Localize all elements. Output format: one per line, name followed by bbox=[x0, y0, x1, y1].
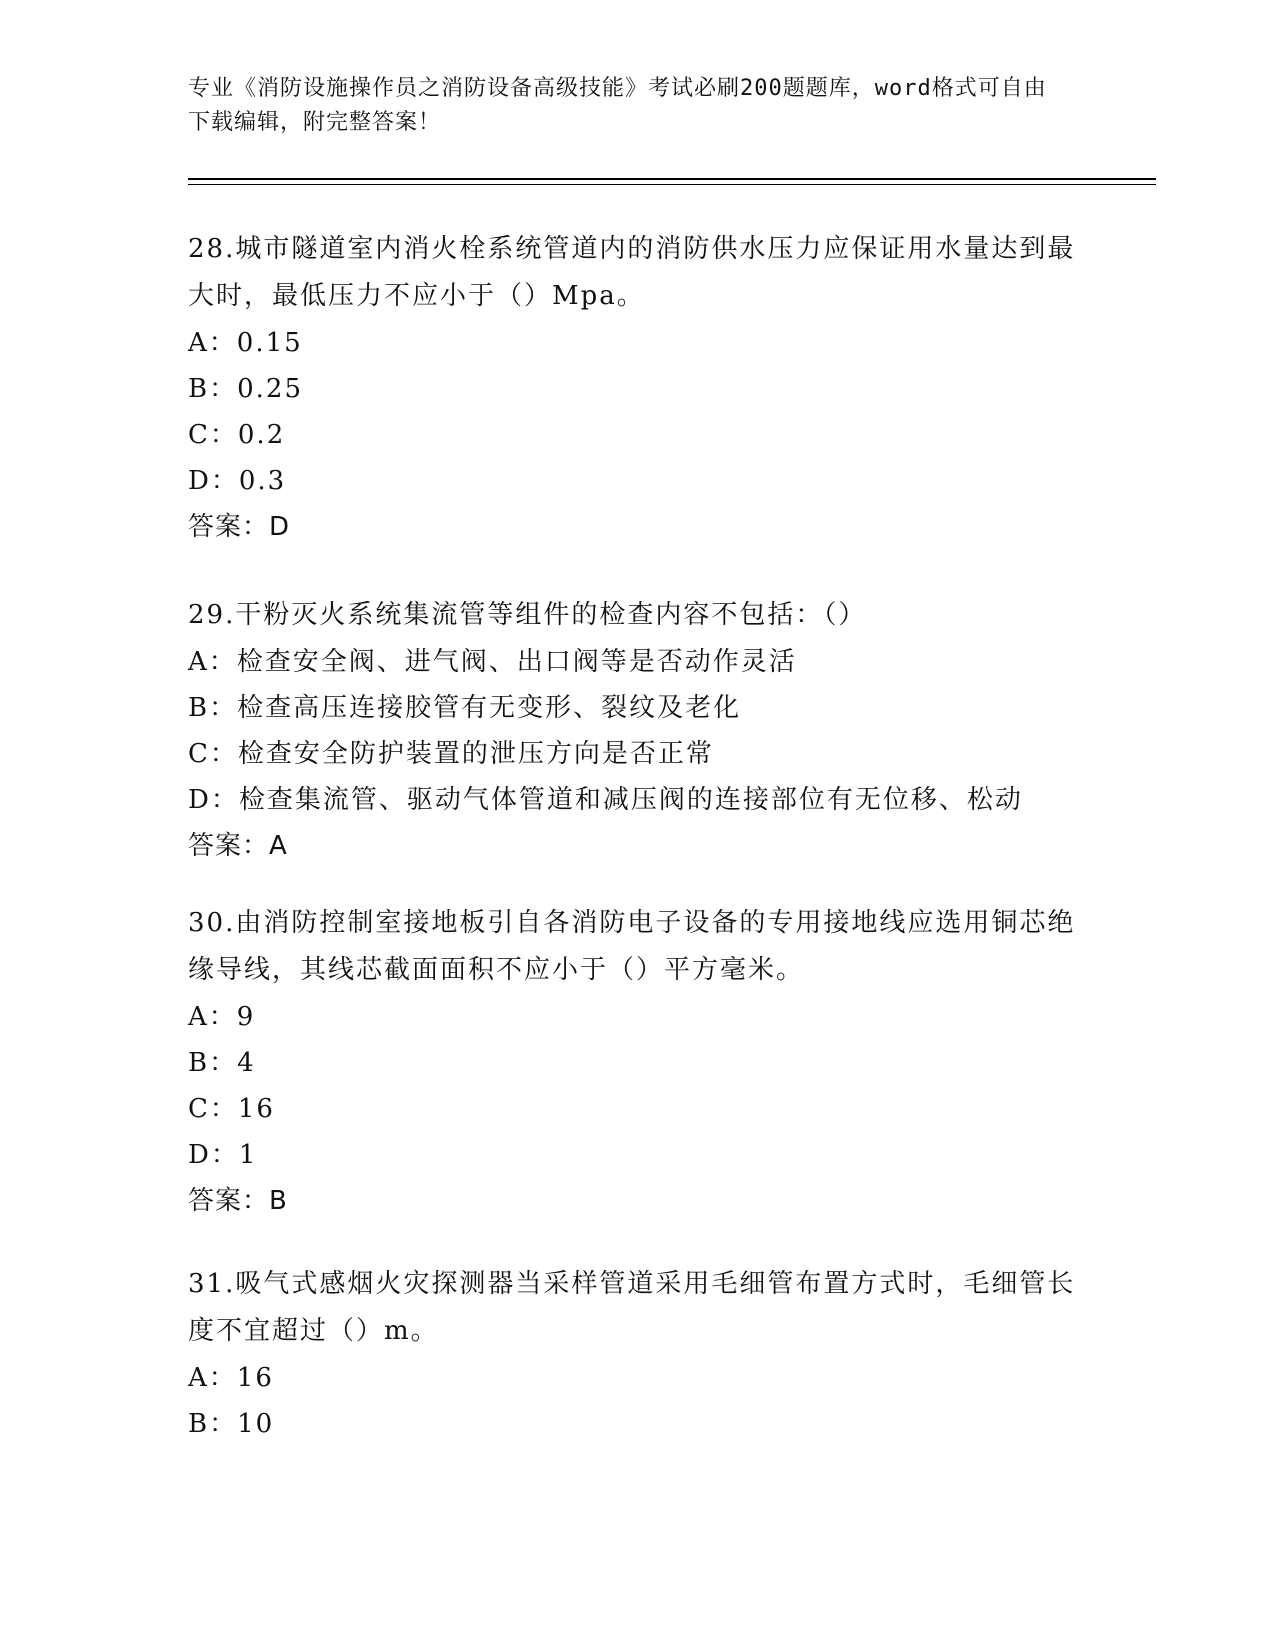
option-c: C：16 bbox=[188, 1094, 275, 1124]
option-d: D：0.3 bbox=[188, 466, 287, 496]
option-a: A：9 bbox=[188, 1002, 256, 1032]
header-divider bbox=[188, 178, 1156, 180]
answer-line: 答案：D bbox=[188, 512, 291, 542]
question-stem: 29.干粉灭火系统集流管等组件的检查内容不包括：（） bbox=[188, 600, 867, 630]
option-d: D：检查集流管、驱动气体管道和减压阀的连接部位有无位移、松动 bbox=[188, 785, 1023, 815]
answer-line: 答案：A bbox=[188, 831, 288, 861]
option-a: A：0.15 bbox=[188, 328, 303, 358]
question-31 bbox=[188, 1261, 1088, 1447]
question-stem: 28.城市隧道室内消火栓系统管道内的消防供水压力应保证用水量达到最大时，最低压力不应小于（）Mpa。 bbox=[188, 234, 1076, 311]
option-a: A：检查安全阀、进气阀、出口阀等是否动作灵活 bbox=[188, 647, 797, 677]
document-header: 专业《消防设施操作员之消防设备高级技能》考试必刷200题题库，word格式可自由下载编辑，附完整答案！ bbox=[188, 76, 1047, 135]
question-stem: 31.吸气式感烟火灾探测器当采样管道采用毛细管布置方式时，毛细管长度不宜超过（）m。 bbox=[188, 1269, 1076, 1346]
option-b: B：10 bbox=[188, 1409, 275, 1439]
option-b: B：4 bbox=[188, 1048, 256, 1078]
option-d: D：1 bbox=[188, 1140, 258, 1170]
question-30 bbox=[188, 900, 1088, 1224]
question-29 bbox=[188, 592, 1088, 869]
question-stem: 30.由消防控制室接地板引自各消防电子设备的专用接地线应选用铜芯绝缘导线，其线芯截面面积不应小于（）平方毫米。 bbox=[188, 908, 1076, 985]
question-28 bbox=[188, 226, 1088, 550]
option-c: C：检查安全防护装置的泄压方向是否正常 bbox=[188, 739, 714, 769]
answer-line: 答案：B bbox=[188, 1186, 288, 1216]
option-c: C：0.2 bbox=[188, 420, 286, 450]
option-b: B：检查高压连接胶管有无变形、裂纹及老化 bbox=[188, 693, 742, 723]
option-b: B：0.25 bbox=[188, 374, 303, 404]
option-a: A：16 bbox=[188, 1363, 274, 1393]
header-divider-thin bbox=[188, 184, 1156, 185]
